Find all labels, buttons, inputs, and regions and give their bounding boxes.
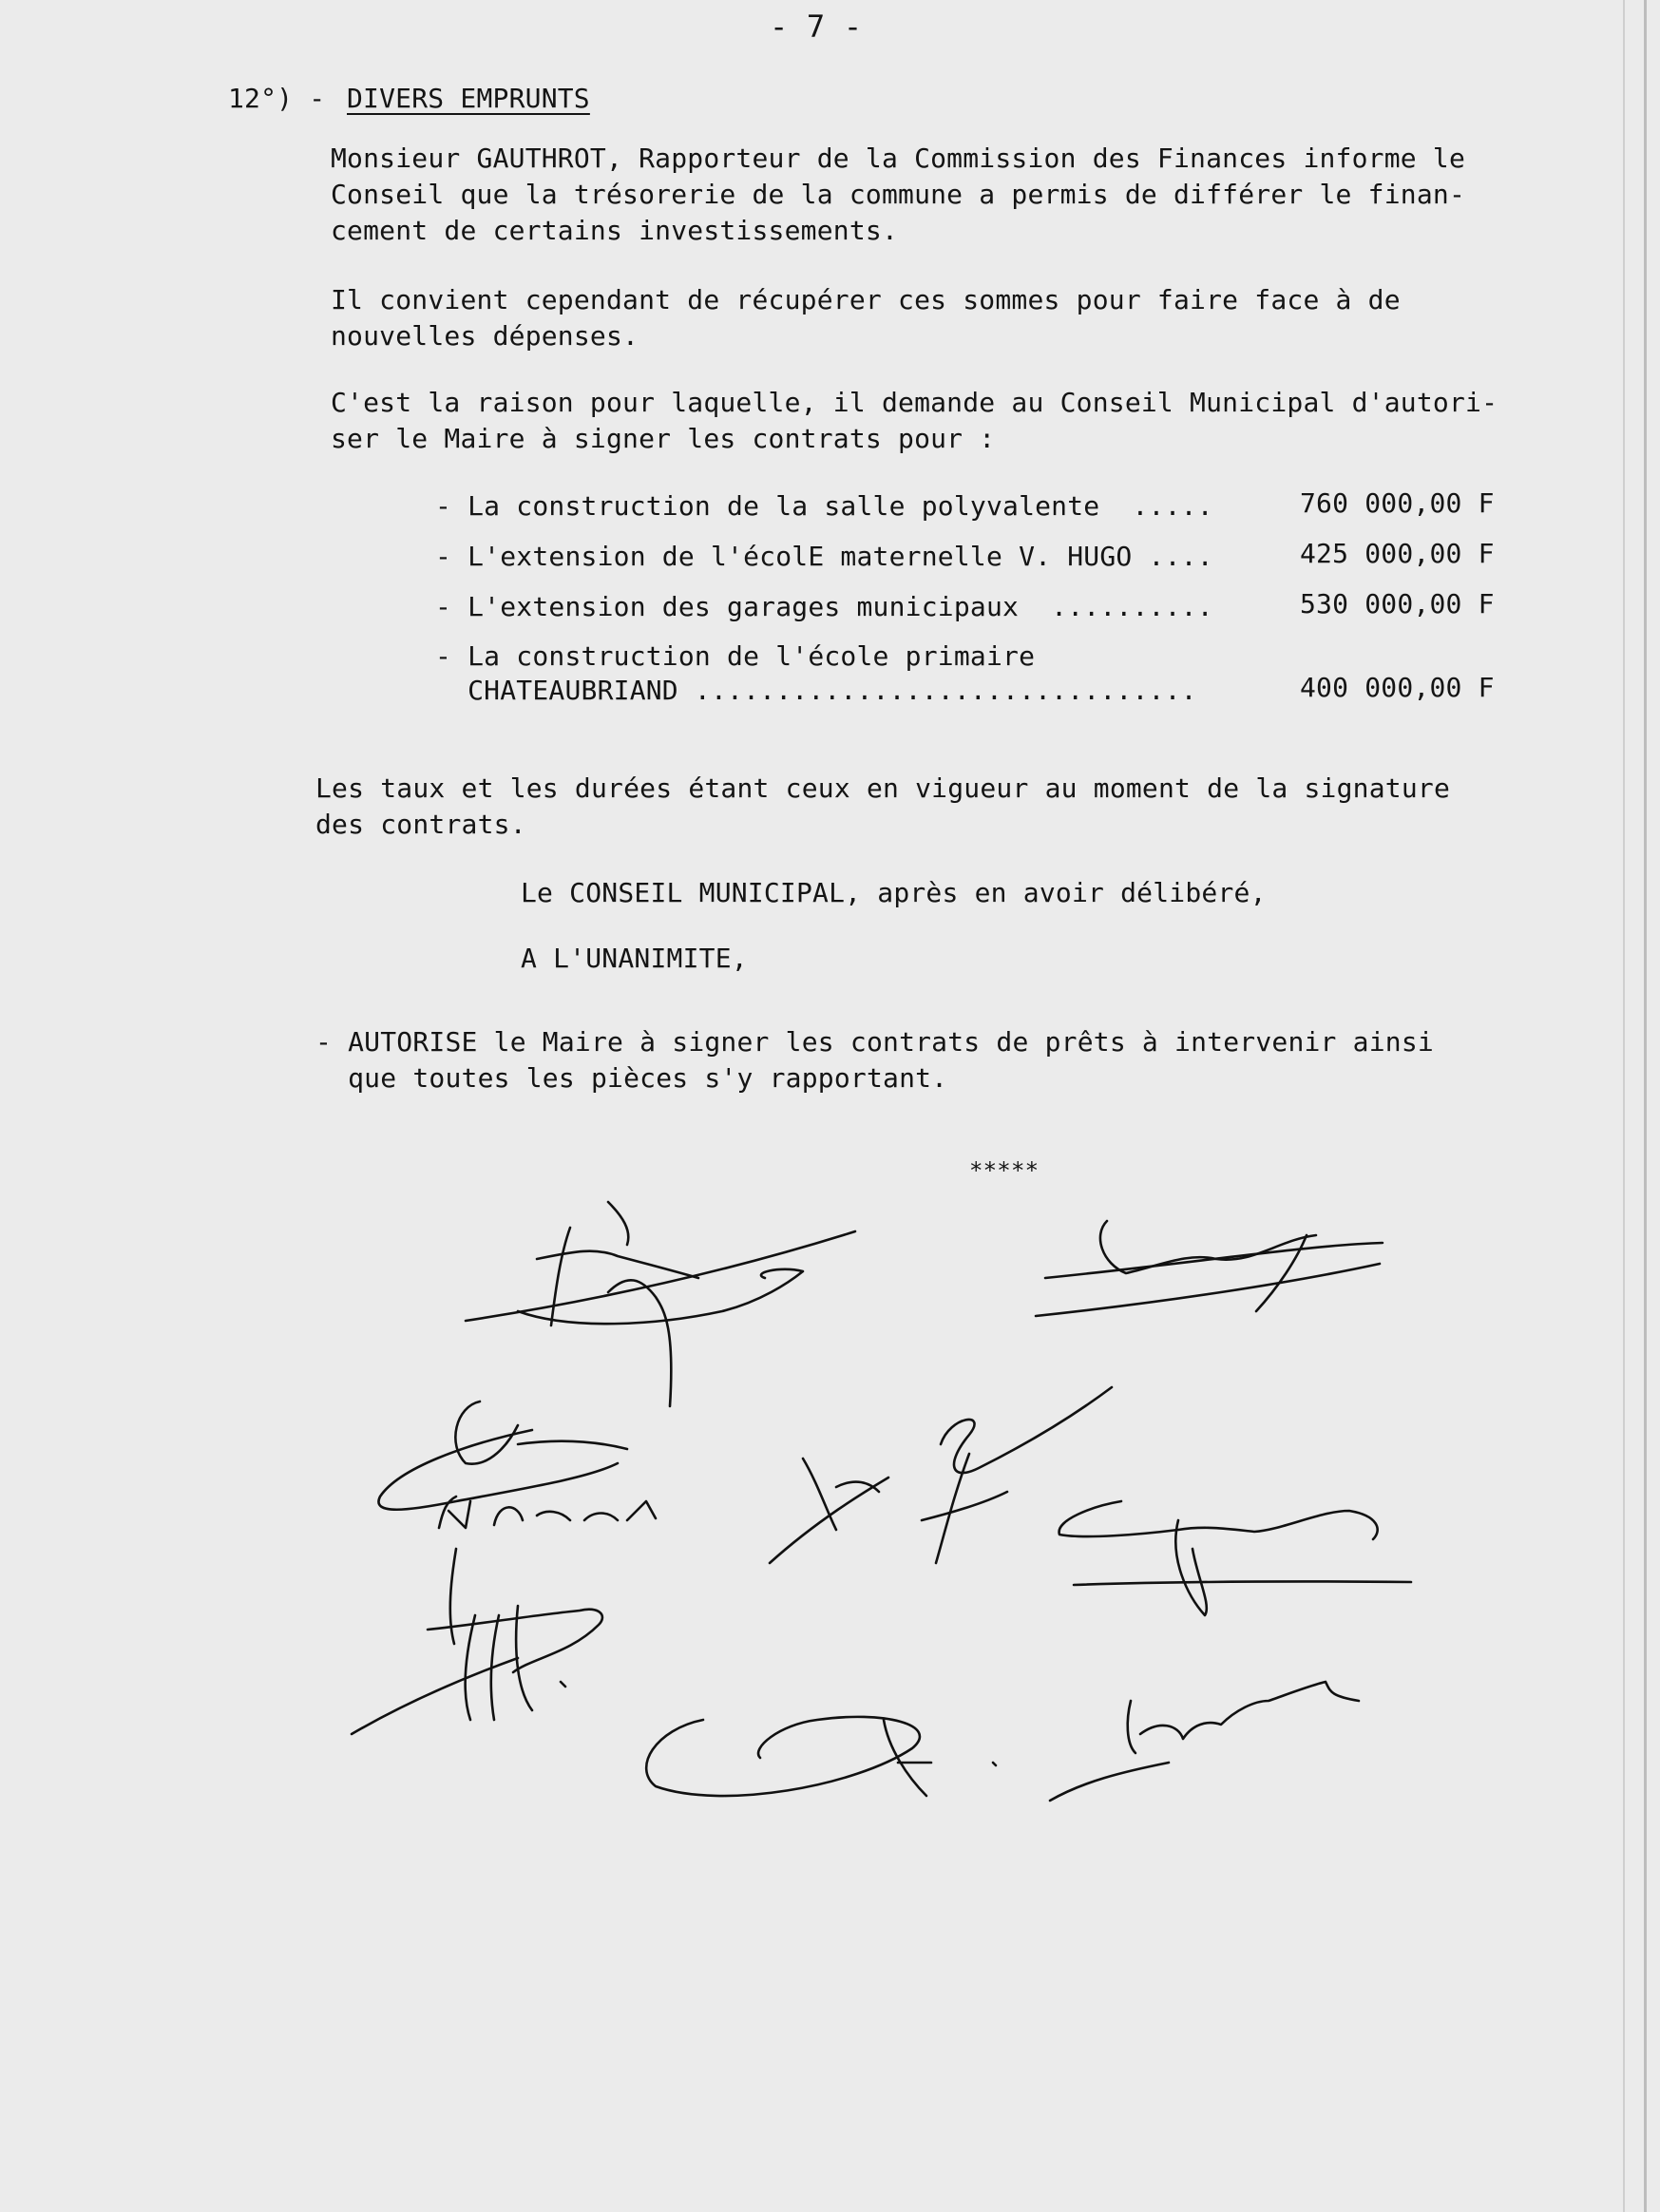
loan-item-label-continued: CHATEAUBRIAND ............................... — [435, 675, 1197, 706]
loan-item-amount: 425 000,00 F — [1300, 538, 1495, 569]
paragraph-line: nouvelles dépenses. — [331, 320, 639, 352]
loan-item-label: - La construction de l'école primaire — [435, 640, 1036, 672]
signature-name-handwritten — [439, 1497, 656, 1528]
separator-stars: ***** — [969, 1157, 1040, 1184]
loan-item-amount: 400 000,00 F — [1300, 672, 1495, 703]
signature-4 — [770, 1387, 1112, 1563]
paragraph-line: Conseil que la trésorerie de la commune a permis de différer le finan- — [331, 179, 1466, 210]
loan-item-label: - L'extension de l'écolE maternelle V. HUGO .... — [435, 541, 1213, 572]
decision-line: que toutes les pièces s'y rapportant. — [315, 1062, 948, 1094]
paragraph-line: ser le Maire à signer les contrats pour : — [331, 423, 996, 454]
signature-6 — [352, 1549, 602, 1734]
paragraph-line: cement de certains investissements. — [331, 215, 899, 246]
signature-5 — [1059, 1501, 1411, 1615]
loan-item-amount: 530 000,00 F — [1300, 588, 1495, 620]
rates-line: des contrats. — [315, 809, 526, 840]
loan-item-amount: 760 000,00 F — [1300, 487, 1495, 519]
signature-2 — [1036, 1221, 1383, 1316]
loan-item-label: - L'extension des garages municipaux .......... — [435, 591, 1213, 622]
council-line: Le CONSEIL MUNICIPAL, après en avoir délibéré, — [521, 877, 1267, 908]
loan-item-label: - La construction de la salle polyvalente ..... — [435, 490, 1213, 522]
section-number: 12°) - — [228, 83, 326, 114]
unanimity-line: A L'UNANIMITE, — [521, 943, 748, 974]
rates-line: Les taux et les durées étant ceux en vigueur au moment de la signature — [315, 772, 1451, 804]
signature-3 — [378, 1402, 627, 1510]
signature-1 — [466, 1202, 855, 1406]
signature-7 — [646, 1717, 996, 1796]
page-number: - 7 - — [770, 9, 863, 45]
decision-line: - AUTORISE le Maire à signer les contrats de prêts à intervenir ainsi — [315, 1026, 1434, 1058]
paragraph-line: Il convient cependant de récupérer ces sommes pour faire face à de — [331, 284, 1401, 315]
section-title: DIVERS EMPRUNTS — [347, 83, 590, 114]
signature-8 — [1050, 1682, 1359, 1801]
paragraph-line: C'est la raison pour laquelle, il demande au Conseil Municipal d'autori- — [331, 387, 1498, 418]
paragraph-line: Monsieur GAUTHROT, Rapporteur de la Commission des Finances informe le — [331, 143, 1466, 174]
